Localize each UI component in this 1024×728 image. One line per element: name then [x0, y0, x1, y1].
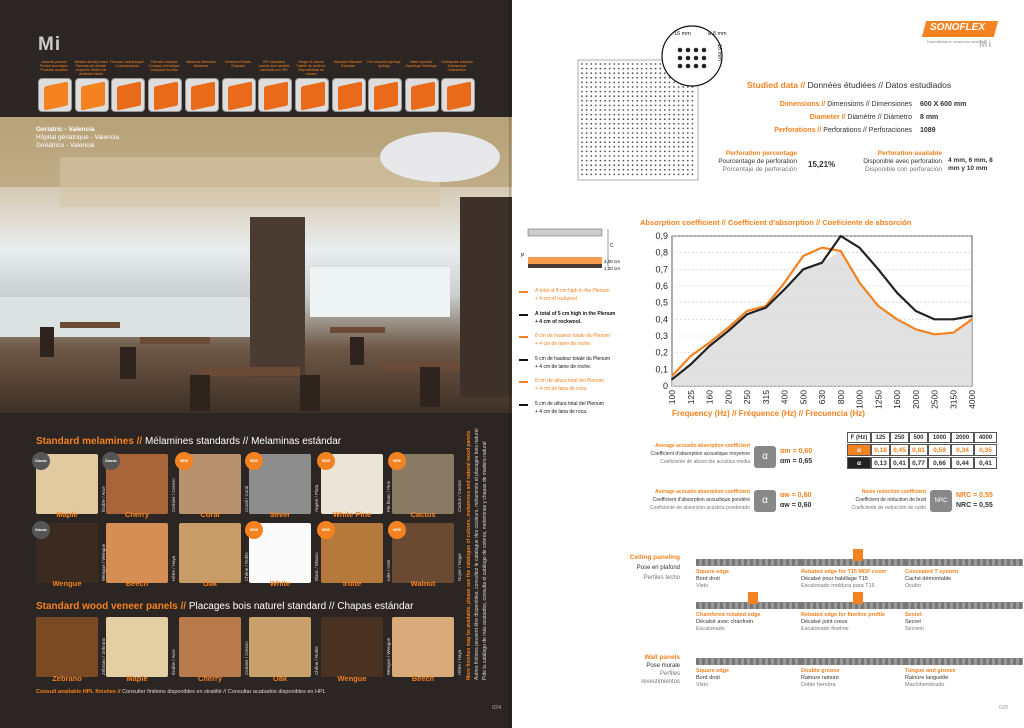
page-number-right: 025	[999, 705, 1009, 711]
freq-table-cell: α	[847, 457, 871, 469]
freq-table-cell: 0,81	[909, 444, 928, 456]
freq-table-cell: 0,34	[951, 444, 974, 456]
nrc-values: NRC = 0,55 NRC = 0,55	[956, 492, 993, 509]
edge-name-en: Secret	[905, 612, 922, 618]
melamine-badge: NEW	[317, 521, 335, 539]
data-point	[915, 310, 917, 312]
perforation-percentage-label: Perforation percentage Pourcentage de perforation Porcentaje de perforación	[718, 150, 797, 173]
legend-text: 5 cm de altura total del Plenum	[535, 400, 604, 407]
studied-label-en: Perforations //	[774, 127, 822, 134]
data-point	[821, 247, 823, 249]
nrc-label: Noise reduction coefficient Coefficient de réduction de bruit Coeficiente de reducción de ruido	[851, 489, 926, 511]
veneer-heading: Standard wood veneer panels // Placages bois naturel standard // Chapas estándar	[36, 601, 414, 612]
page-title-right: Mi	[979, 39, 993, 50]
studied-value: 1089	[920, 127, 936, 134]
data-point	[746, 310, 748, 312]
edge-name-fr: Décalsé avec chanfrein	[696, 619, 754, 625]
veneer-alt-name: Zébrano / Zebrano	[101, 637, 106, 675]
veneer-swatch	[321, 617, 383, 677]
legend-text: + 4 cm of rockwool.	[535, 296, 579, 302]
icon-label: Phenolic compact Compact phénolique Compacto fenólico	[148, 60, 180, 72]
edge-name-es: Doble hembra	[801, 682, 836, 688]
edge-name-en: Chamfered rebated edge	[696, 612, 761, 618]
edge-clip-icon	[853, 549, 863, 561]
data-point	[690, 363, 692, 365]
photo-caption-es: Geriátrico - Valencia	[36, 142, 95, 149]
data-point	[877, 305, 879, 307]
freq-table-header: 1000	[928, 432, 951, 443]
x-tick-label: 315	[760, 390, 771, 405]
x-tick-label: 630	[817, 390, 827, 405]
data-point	[821, 262, 823, 264]
studied-label	[732, 101, 912, 108]
veneer-name: Wengue	[337, 674, 367, 683]
freq-table-cell: 0,41	[974, 457, 997, 469]
melamine-name: Cactus	[410, 510, 436, 519]
studied-label-en: Dimensions //	[779, 101, 826, 108]
icon-label: Earthquake resistant Antisismique Antisísmico	[441, 60, 473, 72]
data-point	[896, 318, 898, 320]
legend-text: + 4 cm of rockwool.	[535, 318, 582, 325]
freq-table-header: 2000	[951, 432, 974, 443]
brand-tagline: Especialistas en soluciones acústicas	[927, 40, 986, 44]
data-point	[859, 247, 861, 249]
x-tick-label: 400	[779, 390, 790, 405]
melamine-name: Coral	[200, 510, 220, 519]
nrc-icon: NRC	[930, 490, 952, 512]
freq-table-header: 125	[871, 432, 890, 443]
side-note-fr: Autres finitions peuvent être disponibles, consultez le catalogue des couleurs, mélaminés et placages bois naturel	[474, 428, 480, 680]
palette-icon	[295, 78, 329, 112]
freq-table-header: 250	[890, 432, 909, 443]
data-point	[765, 307, 767, 309]
icon-label: Range of colours Palette de couleurs Disponibilidad de colores	[296, 60, 326, 76]
side-note-en: More finishes may be available, please see the catalogue of colours, melamines and natural wood panels	[466, 430, 472, 680]
edge-name-fr: Secret	[905, 619, 921, 625]
data-point	[915, 328, 917, 330]
studied-label-en: Diameter //	[809, 114, 846, 121]
dim-vertical: 16 mm	[716, 44, 722, 61]
page-number-left: 024	[492, 705, 502, 711]
edge-name-es: Machihembrado	[905, 682, 945, 688]
legend-swatch	[519, 359, 528, 361]
data-point	[971, 318, 973, 320]
edge-name-fr: Rainure languette	[905, 675, 949, 681]
chart-title: Absorption coefficient // Coefficient d'absorption // Coeficiente de absorción	[640, 218, 912, 227]
ceiling-paneling-label: Ceiling paneling Pose en plafond Perfiles techo	[629, 554, 680, 581]
alpha-w-values: αw = 0,60 αw = 0,60	[780, 492, 812, 509]
melamine-alt-name: Argent / Plata	[314, 484, 319, 512]
legend-text: 8 cm de hauteur totale du Plenum	[535, 333, 611, 339]
icon-label: HPL laminated Laminé avec stratifié Laminado con HPL	[258, 60, 290, 72]
y-tick-label: 0,7	[655, 264, 668, 275]
legend-swatch	[519, 404, 528, 406]
freq-table-cell: 0,45	[890, 444, 909, 456]
freq-table-cell: 0,77	[909, 457, 928, 469]
edge-name-es: Escalonado moldura para T15	[801, 583, 875, 589]
melamine-name: Wengue	[52, 579, 82, 588]
melamine-badge: Classic	[32, 521, 50, 539]
melamine-badge: Classic	[102, 452, 120, 470]
veneer-name: Cherry	[197, 674, 223, 683]
data-point	[727, 327, 729, 329]
legend-text: + 4 cm de lana de roca.	[535, 408, 588, 415]
melamine-badge: NEW	[388, 452, 406, 470]
veneer-name: Oak	[272, 674, 288, 683]
data-point	[877, 268, 879, 270]
wall-panels-label: Wall panels Pose murale Perfiles revestimientos	[641, 654, 680, 685]
icon-label: Flexural Contreplaqué Contrachapado	[110, 60, 144, 68]
legend-text: + 4 cm de laine de roche.	[535, 341, 592, 347]
y-tick-label: 0,3	[655, 331, 668, 341]
edge-name-fr: Décalsé joint creux	[801, 619, 848, 625]
data-point	[802, 268, 804, 270]
alpha-w-icon: α	[754, 490, 776, 512]
edge-profile-drawing	[905, 602, 1023, 609]
x-tick-label: 2500	[929, 390, 940, 409]
sound-icon	[38, 78, 72, 112]
data-point	[971, 315, 973, 317]
edge-name-en: Rebated edge for fineline profile	[801, 612, 886, 618]
perforation-available-label: Perforation-available Disponible avec perforation Disponible con perforación	[863, 150, 942, 173]
page-title: Mi	[38, 34, 62, 55]
edge-name-es: Oculto	[905, 583, 921, 589]
freq-table-cell: 0,59	[928, 444, 951, 456]
y-tick-label: 0,9	[655, 231, 668, 241]
y-tick-label: 0,2	[655, 347, 668, 358]
section-dim-2: 1,20 cm	[604, 266, 621, 271]
studied-value: 600 X 600 mm	[920, 101, 967, 108]
melamine-badge: NEW	[317, 452, 335, 470]
icon-label: Fire retardant Ignifuge Ignífugo	[367, 60, 401, 68]
edge-name-es: Escalonado fineline	[801, 626, 849, 632]
section-label-c: C	[610, 243, 614, 249]
x-tick-label: 800	[835, 390, 846, 405]
perforation-available-value: 4 mm, 6 mm, 8 mm y 10 mm	[948, 157, 993, 172]
y-tick-label: 0,4	[655, 314, 668, 325]
edge-profile-drawing	[905, 658, 1023, 665]
melamine-name: Maple	[56, 510, 78, 519]
data-point	[671, 375, 673, 377]
melamine-alt-name: Blanc / Blanco	[314, 552, 319, 581]
x-tick-label: 250	[742, 390, 752, 405]
data-point	[709, 342, 711, 344]
data-point	[784, 288, 786, 290]
edge-name-en: Concealed T system	[905, 569, 959, 575]
y-tick-label: 0,5	[655, 297, 668, 308]
edge-name-es: Visto	[696, 682, 709, 688]
edge-name-en: Rebated edge for T15 MDF cover	[801, 569, 887, 575]
data-point	[840, 250, 842, 252]
absorption-chart	[640, 228, 978, 426]
avg-coefficient-label: Average acoustic absorption coefficient Coefficient d'absorption acoustique moyenne Coeficiente de absorción acústica media	[650, 443, 750, 465]
veneer-alt-name: Hêtre / Haya	[457, 649, 462, 675]
edge-name-fr: Décalsé pour habillage T15	[801, 576, 868, 582]
studied-label-rest: Dimensions // Dimensiones	[827, 101, 912, 108]
data-point	[934, 333, 936, 335]
veneer-icon	[222, 78, 256, 112]
edge-name-en: Tongue and groove	[905, 668, 956, 674]
edge-name-fr: Caché démontable	[905, 576, 952, 582]
melamine-alt-name: Chêne / Roble	[244, 552, 249, 581]
photo-caption-fr: Hôpital gériatrique - Valencia	[36, 134, 119, 141]
edge-profile-drawing	[696, 658, 814, 665]
melamine-name: Beech	[125, 579, 149, 588]
footer-note: Consult available HPL finishes // Consulter finitions disponibles en stratifié // Consultar acabados disponibles en HPL	[36, 689, 326, 695]
weighted-coefficient-label: Average acoustic absorption coefficient Coefficient d'absorption acoustique pondéré Coeficiente de absorción acústica ponderado	[649, 489, 750, 511]
standard-icon	[332, 78, 366, 112]
melamine-name: Oak	[202, 579, 218, 588]
data-point	[952, 332, 954, 334]
legend-text: 5 cm de hauteur totale du Plenum	[535, 355, 611, 362]
freq-table-header: 4000	[974, 432, 997, 443]
earthquake-icon	[441, 78, 475, 112]
legend-swatch	[519, 314, 528, 316]
freq-table-cell: 0,66	[928, 457, 951, 469]
data-point	[671, 378, 673, 380]
melamine-name: White	[269, 579, 291, 588]
compact-icon	[148, 78, 182, 112]
freq-table-cell: 0,13	[871, 457, 890, 469]
y-tick-label: 0,1	[655, 364, 668, 375]
alpha-m-values: αm = 0,60 αm = 0,65	[780, 448, 813, 465]
room-photo	[0, 117, 512, 413]
studied-label-rest: Perforations // Perforaciones	[823, 127, 912, 134]
plenum-section-drawing	[512, 217, 627, 277]
icon-label: Standard Standard Estándar	[333, 60, 363, 68]
water-icon	[405, 78, 439, 112]
laminate-icon	[258, 78, 292, 112]
melamine-badge: Classic	[32, 452, 50, 470]
data-point	[709, 345, 711, 347]
x-tick-label: 1000	[854, 390, 865, 409]
y-tick-label: 0	[662, 381, 668, 391]
edge-profile-drawing	[801, 658, 919, 665]
edge-name-es: Escalonado	[696, 626, 725, 632]
y-tick-label: 0,6	[655, 281, 668, 291]
veneer-swatch	[106, 617, 168, 677]
data-point	[690, 355, 692, 357]
data-point	[934, 318, 936, 320]
melamine-alt-name: Wengue / Wengue	[101, 543, 106, 581]
edge-name-en: Double groove	[801, 668, 840, 674]
y-tick-label: 0,8	[655, 247, 668, 258]
section-dim-1: 4,00 cm	[604, 259, 621, 264]
edge-clip-icon	[748, 592, 758, 604]
data-point	[896, 292, 898, 294]
data-point	[859, 282, 861, 284]
x-tick-label: 100	[667, 390, 677, 405]
melamine-alt-name: Corail / Coral	[244, 485, 249, 512]
studied-heading: Studied data // Données étudiées // Datos estudiados	[747, 80, 952, 90]
legend-text: A total of 8 cm high in the Plenum	[535, 288, 610, 294]
veneer-alt-name: Érable / Arce	[171, 649, 176, 675]
dim-horizontal: 16 mm	[674, 31, 691, 37]
chart-xlabel: Frequency (Hz) // Fréquence (Hz) // Frecuencia (Hz)	[672, 409, 865, 418]
veneer-swatch	[249, 617, 311, 677]
x-tick-label: 3150	[948, 390, 959, 409]
melamine-badge: NEW	[388, 521, 406, 539]
legend-text: + 4 cm de laine de roche.	[535, 363, 592, 370]
icon-label: Melamine Mélaminé Melamina	[185, 60, 217, 68]
melamine-swatch	[106, 523, 168, 583]
melamine-alt-name: Érable / Arce	[101, 486, 106, 512]
legend-text: 8 cm de altura total del Plenum	[535, 378, 604, 384]
fire-icon	[368, 78, 402, 112]
x-tick-label: 1250	[873, 390, 884, 409]
melamines-heading: Standard melamines // Mélamines standards // Melaminas estándar	[36, 436, 342, 447]
melamine-badge: NEW	[245, 452, 263, 470]
melamine-alt-name: Cactus / Cactus	[457, 480, 462, 512]
alpha-m-icon: α	[754, 446, 776, 468]
freq-table-cell: 0,44	[951, 457, 974, 469]
freq-table-cell: 0,35	[974, 444, 997, 456]
edge-name-es: Secreto	[905, 626, 924, 632]
x-tick-label: 2000	[910, 390, 921, 409]
side-note-es: Pide tu catálogo de más acabados, consulta el catálogo de colores, melaminas y chapas de madera natural	[482, 441, 488, 680]
edge-profile-drawing	[696, 559, 814, 566]
melamine-alt-name: Noyer / Nogal	[457, 553, 462, 581]
right-page	[512, 0, 1024, 728]
legend-text: A total of 5 cm high in the Plenum	[535, 310, 616, 317]
icon-label: Veneered Revêtu Chapado	[224, 60, 252, 68]
studied-value: 8 mm	[920, 114, 939, 121]
edge-name-fr: Bord droit	[696, 576, 720, 582]
edge-name-es: Visto	[696, 583, 709, 589]
melamine-badge: NEW	[175, 452, 193, 470]
legend-swatch	[519, 291, 528, 293]
veneer-name: Maple	[126, 674, 148, 683]
section-label-p: P	[521, 253, 525, 259]
x-tick-label: 160	[704, 390, 715, 405]
icon-label: Water repellant Hydrofuge Hidrófugo	[405, 60, 437, 68]
legend-swatch	[519, 381, 528, 383]
melamine-alt-name: roite / roite	[386, 559, 391, 581]
edge-name-fr: Bord droit	[696, 675, 720, 681]
data-point	[840, 235, 842, 237]
plywood-icon	[111, 78, 145, 112]
veneer-alt-name: Cerisier / Cerezo	[244, 641, 249, 675]
icon-label: Acoustic product Produit acoustique Producto acústico	[39, 60, 69, 72]
brand-name: SONOFLEX	[930, 22, 986, 33]
studied-label-rest: Diamètre // Diámetro	[847, 114, 912, 121]
melamine-name: Silver	[269, 510, 291, 519]
x-tick-label: 500	[798, 390, 809, 405]
x-tick-label: 125	[685, 390, 696, 405]
veneer-alt-name: Wengue / Wengue	[386, 637, 391, 675]
icon-label: Medium density board Panneau de densité moyenne Tablero de densidad media	[74, 60, 108, 76]
perforation-diagram	[576, 22, 736, 217]
studied-label	[732, 114, 912, 121]
x-tick-label: 1600	[892, 390, 902, 409]
melamine-swatch	[179, 523, 241, 583]
photo-caption-en: Geriatric - Valencia	[36, 126, 95, 133]
veneer-alt-name: Chêne / Roble	[314, 646, 319, 675]
melamine-alt-name: Cerisier / Cerezo	[171, 478, 176, 512]
edge-profile-drawing	[905, 559, 1023, 566]
melamine-name: Cherry	[124, 510, 150, 519]
freq-table-cell: α	[847, 444, 871, 456]
data-point	[952, 318, 954, 320]
x-tick-label: 200	[723, 390, 734, 405]
freq-table-header: F (Hz)	[847, 432, 871, 443]
data-point	[727, 330, 729, 332]
veneer-name: Zebrano	[52, 674, 82, 683]
x-tick-label: 4000	[967, 390, 977, 409]
melamine-name: Iroite	[342, 579, 362, 588]
freq-table-cell: 0,18	[871, 444, 890, 456]
freq-table-header: 500	[909, 432, 928, 443]
melamine-name: Walnut	[410, 579, 436, 588]
studied-label	[732, 127, 912, 134]
edge-name-fr: Rainure rainure	[801, 675, 839, 681]
edge-name-en: Square edge	[696, 668, 730, 674]
veneer-name: Beech	[411, 674, 435, 683]
veneer-swatch	[36, 617, 98, 677]
veneer-swatch	[179, 617, 241, 677]
edge-clip-icon	[853, 592, 863, 604]
melamine-icon	[185, 78, 219, 112]
data-point	[802, 255, 804, 257]
dim-diameter: ø 8 mm	[708, 31, 727, 37]
room-photo-drawing	[0, 117, 512, 413]
edge-name-en: Square edge	[696, 569, 730, 575]
legend-swatch	[519, 336, 528, 338]
melamine-badge: NEW	[245, 521, 263, 539]
legend-text: + 4 cm de lana de roca.	[535, 386, 588, 392]
melamine-alt-name: Hêtre / Haya	[171, 555, 176, 581]
perforation-percentage-value: 15,21%	[808, 160, 836, 169]
freq-table-cell: 0,41	[890, 457, 909, 469]
data-point	[746, 313, 748, 315]
data-point	[784, 282, 786, 284]
board-icon	[75, 78, 109, 112]
melamine-name: White Pine	[332, 510, 372, 519]
melamine-alt-name: Pin blanc / Pino	[386, 480, 391, 512]
veneer-swatch	[392, 617, 454, 677]
